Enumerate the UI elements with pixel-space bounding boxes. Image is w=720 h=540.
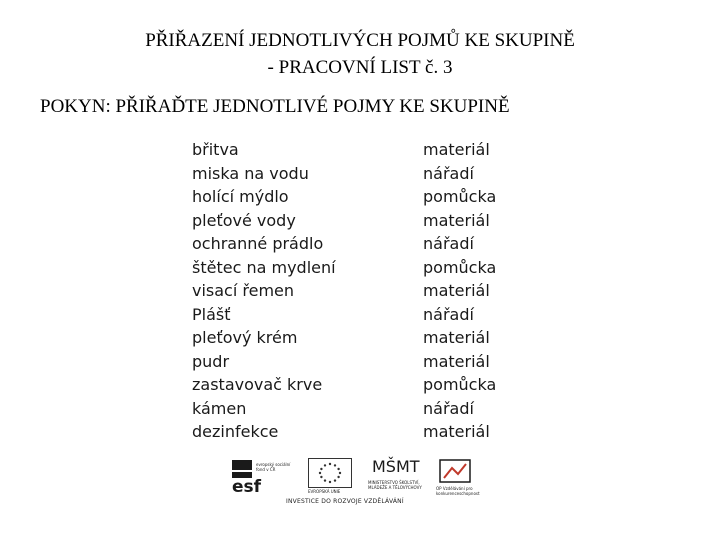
group-item: pomůcka [423, 257, 497, 277]
groups-list [423, 138, 496, 444]
footer-tagline: INVESTICE DO ROZVOJE VZDĚLÁVÁNÍ [286, 498, 404, 505]
term-item: holící mýdlo [192, 187, 289, 206]
term-item: zastavovač krve [192, 375, 323, 394]
term-item: pleťový krém [192, 328, 298, 347]
eu-flag-icon [308, 458, 352, 488]
group-item: materiál [423, 422, 490, 441]
group-item: nářadí [423, 163, 474, 183]
term-item: břitva [192, 140, 239, 159]
esf-caption: evropský sociální fond v ČR [256, 462, 291, 472]
page-title: PŘIŘAZENÍ JEDNOTLIVÝCH POJMŮ KE SKUPINĚ [145, 30, 575, 51]
msmt-logo-mark [368, 454, 424, 478]
terms-list [192, 138, 336, 444]
page-subtitle: - PRACOVNÍ LIST č. 3 [267, 57, 453, 78]
msmt-caption: MINISTERSTVO ŠKOLSTVÍ, MLÁDEŽE A TĚLOVÝCHOVY [368, 480, 422, 490]
op-vk-caption: OP Vzdělávání pro konkurenceschopnost [436, 486, 480, 496]
term-item: pudr [192, 351, 230, 371]
msmt-logo-text: MŠMT [372, 457, 420, 476]
group-item: materiál [423, 140, 490, 159]
esf-logo-text: esf [232, 477, 262, 494]
term-item: dezinfekce [192, 422, 279, 441]
term-item: visací řemen [192, 281, 295, 300]
group-item: pomůcka [423, 187, 497, 206]
group-item: nářadí [423, 304, 474, 324]
term-item: pleťové vody [192, 210, 296, 230]
term-item: Plášť [192, 304, 231, 324]
group-item: materiál [423, 210, 490, 230]
instruction-text: POKYN: PŘIŘAĎTE JEDNOTLIVÉ POJMY KE SKUPINĚ [40, 96, 510, 117]
group-item: pomůcka [423, 375, 497, 394]
term-item: štětec na mydlení [192, 257, 336, 277]
group-item: materiál [423, 328, 490, 347]
eu-flag-logo [308, 458, 352, 494]
group-item: materiál [423, 351, 490, 371]
msmt-logo [368, 454, 424, 494]
term-item: ochranné prádlo [192, 234, 324, 253]
op-vk-logo-mark [436, 456, 476, 486]
esf-logo [232, 458, 292, 494]
eu-caption: EVROPSKÁ UNIE [308, 489, 341, 494]
group-item: nářadí [423, 398, 474, 418]
group-item: materiál [423, 281, 490, 300]
term-item: kámen [192, 398, 247, 418]
op-vk-logo [436, 456, 488, 496]
group-item: nářadí [423, 234, 474, 253]
term-item: miska na vodu [192, 163, 309, 183]
